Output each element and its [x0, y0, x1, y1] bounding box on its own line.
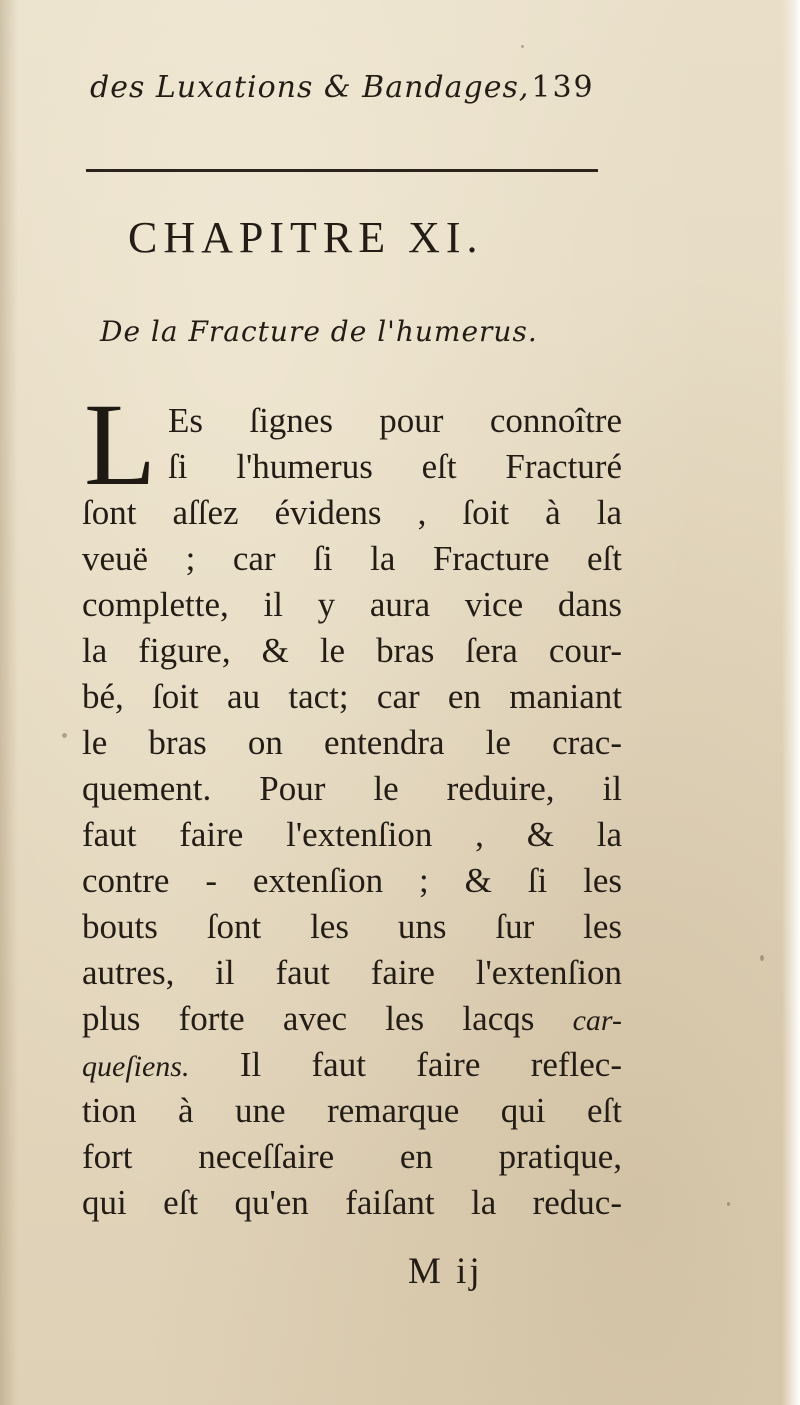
text-roman: plus forte avec les lacqs [82, 999, 573, 1038]
text-line: ſont aſſez évidens , ſoit à la [82, 493, 622, 532]
text-roman: Il faut faire reflec- [189, 1045, 622, 1084]
text-line: bouts ſont les uns ſur les [82, 907, 622, 946]
text-line: bé, ſoit au tact; car en maniant [82, 677, 622, 716]
page-edge-shadow [0, 0, 18, 1405]
text-line-mixed [82, 996, 622, 1042]
text-italic: car- [572, 1004, 622, 1037]
paper-speck [62, 733, 67, 738]
text-line: fort neceſſaire en pratique, [82, 1137, 622, 1176]
body-paragraph [82, 398, 622, 1226]
text-line-mixed [82, 1042, 622, 1088]
text-line: veuë ; car ſi la Fracture eſt [82, 539, 622, 578]
text-line: ſi l'humerus eſt Fracturé [168, 447, 622, 486]
paper-speck [521, 45, 524, 48]
text-line: tion à une remarque qui eſt [82, 1091, 622, 1130]
text-line: Es ſignes pour connoître [168, 401, 622, 440]
chapter-title: CHAPITRE XI. [128, 213, 484, 262]
running-head [90, 70, 595, 105]
text-line: qui eſt qu'en faiſant la reduc- [82, 1183, 622, 1222]
signature-mark: M ij [408, 1251, 483, 1292]
text-line: autres, il faut faire l'extenſion [82, 953, 622, 992]
page-edge-margin [782, 0, 800, 1405]
text-line: contre - extenſion ; & ſi les [82, 861, 622, 900]
chapter-subtitle: De la Fracture de l'humerus. [100, 315, 538, 348]
text-line: la figure, & le bras ſera cour- [82, 631, 622, 670]
text-italic: queſiens. [82, 1050, 190, 1083]
drop-cap: L [84, 379, 157, 510]
header-rule [86, 169, 598, 172]
text-line: quement. Pour le reduire, il [82, 769, 622, 808]
text-line: faut faire l'extenſion , & la [82, 815, 622, 854]
paper-speck [727, 1202, 730, 1206]
text-line: complette, il y aura vice dans [82, 585, 622, 624]
running-head-title: des Luxations & Bandages, [90, 70, 530, 105]
page-number: 139 [531, 70, 595, 105]
paper-speck [760, 955, 764, 961]
text-line: le bras on entendra le crac- [82, 723, 622, 762]
